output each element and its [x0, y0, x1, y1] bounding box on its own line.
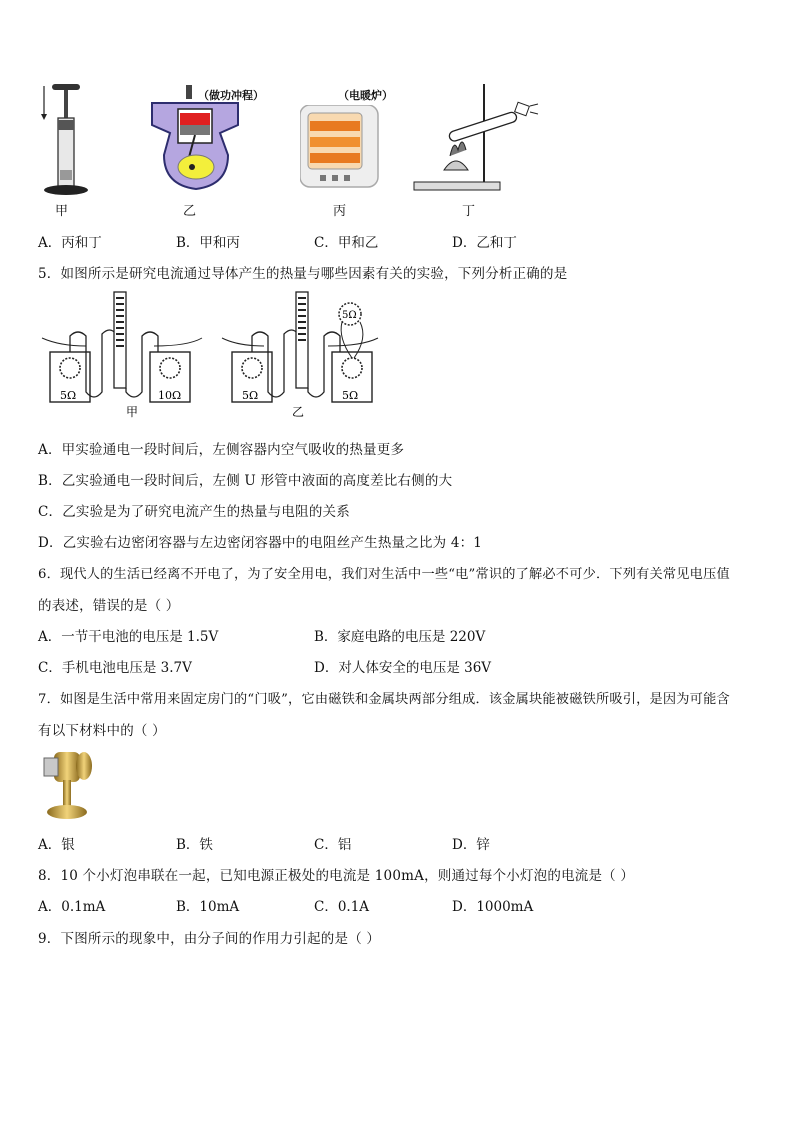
q6-option-d[interactable]: D．对人体安全的电压是 36V: [314, 660, 492, 676]
figure-caption-bing: 丙: [333, 204, 347, 219]
q6-stem-line2: 的表述，错误的是（ ）: [38, 598, 180, 614]
jia-right-resistance: 10Ω: [158, 389, 182, 402]
q7-option-b[interactable]: B．铁: [176, 837, 213, 853]
q7-stem-line2: 有以下材料中的（ ）: [38, 723, 166, 739]
jia-caption: 甲: [126, 405, 139, 418]
q4-option-b[interactable]: B．甲和丙: [176, 235, 240, 251]
q5-option-d[interactable]: D．乙实验右边密闭容器与左边密闭容器中的电阻丝产生热量之比为 4：1: [38, 535, 483, 551]
q5-option-b[interactable]: B．乙实验通电一段时间后，左侧 U 形管中液面的高度差比右侧的大: [38, 473, 453, 489]
q8-option-b[interactable]: B．10mA: [176, 899, 240, 915]
q6-option-b[interactable]: B．家庭电路的电压是 220V: [314, 629, 486, 645]
heater-label: （电暖炉）: [338, 89, 393, 102]
joule-heating-apparatus-figure: [38, 288, 388, 418]
q8-option-a[interactable]: A．0.1mA: [38, 899, 106, 915]
q8-option-c[interactable]: C．0.1A: [314, 899, 370, 915]
yi-top-resistance: 5Ω: [342, 310, 357, 321]
q6-option-a[interactable]: A．一节干电池的电压是 1.5V: [38, 629, 219, 645]
q5-option-a[interactable]: A．甲实验通电一段时间后，左侧容器内空气吸收的热量更多: [38, 442, 405, 458]
q9-stem: 9．下图所示的现象中，由分子间的作用力引起的是（ ）: [38, 931, 381, 947]
q6-option-c[interactable]: C．手机电池电压是 3.7V: [38, 660, 192, 676]
q7-option-a[interactable]: A．银: [38, 837, 75, 853]
yi-left-resistance: 5Ω: [242, 389, 259, 402]
q4-option-c[interactable]: C．甲和乙: [314, 235, 379, 251]
electric-heater-figure: [300, 105, 380, 190]
door-stopper-figure: [40, 744, 96, 822]
figure-caption-ding: 丁: [462, 204, 476, 219]
q4-option-d[interactable]: D．乙和丁: [452, 235, 517, 251]
q8-option-d[interactable]: D．1000mA: [452, 899, 534, 915]
engine-stroke-label: （做功冲程）: [198, 89, 264, 102]
q7-option-c[interactable]: C．铝: [314, 837, 352, 853]
yi-right-resistance: 5Ω: [342, 389, 359, 402]
q7-stem-line1: 7．如图是生活中常用来固定房门的“门吸”，它由磁铁和金属块两部分组成．该金属块能被磁铁所吸引，是因为可能含: [38, 692, 730, 707]
fire-syringe-figure: [38, 80, 88, 200]
q6-stem-line1: 6．现代人的生活已经离不开电了，为了安全用电，我们对生活中一些“电”常识的了解必不可少．下列有关常见电压值: [38, 567, 730, 582]
figure-caption-jia: 甲: [55, 204, 69, 219]
q5-option-c[interactable]: C．乙实验是为了研究电流产生的热量与电阻的关系: [38, 504, 350, 520]
q8-stem: 8．10 个小灯泡串联在一起，已知电源正极处的电流是 100mA，则通过每个小灯泡的电流是（ ）: [38, 868, 635, 884]
test-tube-heating-figure: [412, 82, 547, 197]
q5-stem: 5．如图所示是研究电流通过导体产生的热量与哪些因素有关的实验，下列分析正确的是: [38, 266, 568, 282]
yi-caption: 乙: [292, 405, 305, 418]
jia-left-resistance: 5Ω: [60, 389, 77, 402]
figure-caption-yi: 乙: [183, 204, 197, 219]
q4-option-a[interactable]: A．丙和丁: [38, 235, 102, 251]
q7-option-d[interactable]: D．锌: [452, 837, 490, 853]
